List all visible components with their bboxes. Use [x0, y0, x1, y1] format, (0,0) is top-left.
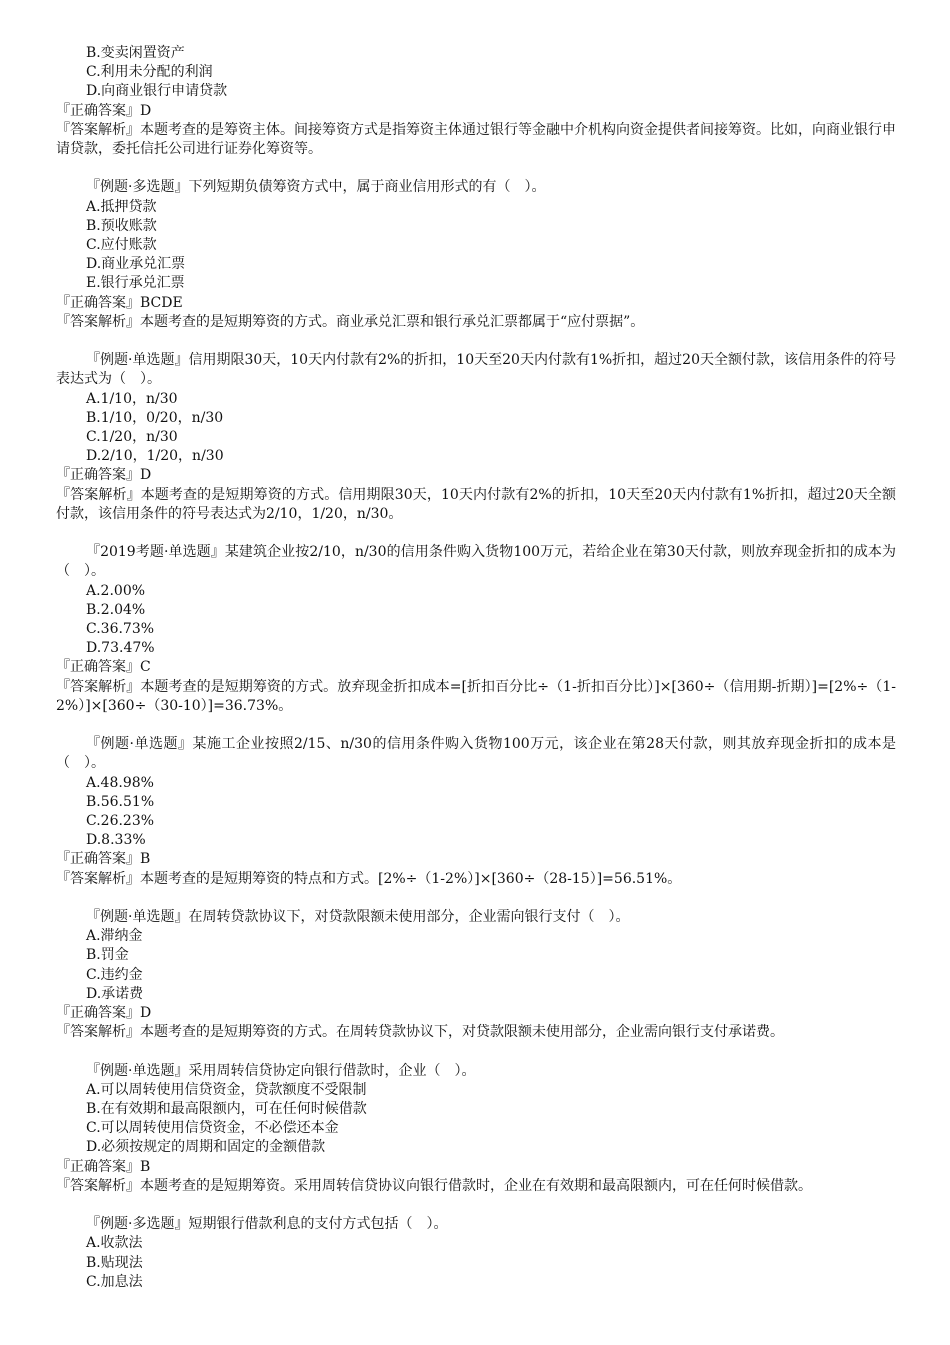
option-a: A.滞纳金	[86, 928, 143, 945]
answer-explanation: 『答案解析』本题考查的是短期筹资。采用周转信贷协议向银行借款时，企业在有效期和最高限额内，可在任何时候借款。	[56, 1177, 812, 1194]
question-stem: 『例题·单选题』在周转贷款协议下，对贷款限额未使用部分，企业需向银行支付（ ）。	[86, 909, 630, 926]
question-block-2	[56, 351, 896, 524]
option-b: B.罚金	[86, 947, 129, 964]
spacer	[56, 889, 896, 908]
question-block-6	[56, 1062, 896, 1196]
spacer	[56, 716, 896, 735]
answer-explanation: 『答案解析』本题考查的是短期筹资的特点和方式。[2%÷（1-2%）]×[360÷（28-15）]=56.51%。	[56, 870, 682, 887]
spacer	[56, 159, 896, 178]
option-a: A.48.98%	[86, 774, 154, 791]
option-b: B.2.04%	[86, 601, 146, 618]
option-c: C.26.23%	[86, 813, 155, 830]
option-c: C.1/20，n/30	[86, 429, 178, 446]
option-d: D.商业承兑汇票	[86, 256, 186, 273]
spacer	[56, 524, 896, 543]
question-block-1	[56, 178, 896, 332]
answer-explanation: 『答案解析』本题考查的是短期筹资的方式。商业承兑汇票和银行承兑汇票都属于“应付票据”。	[56, 313, 645, 330]
question-stem: 『例题·单选题』采用周转信贷协定向银行借款时，企业（ ）。	[86, 1062, 476, 1079]
question-stem: 『例题·多选题』短期银行借款利息的支付方式包括（ ）。	[86, 1216, 448, 1233]
option-d: D.向商业银行申请贷款	[86, 83, 228, 100]
question-stem: 『例题·单选题』信用期限30天，10天内付款有2%的折扣，10天至20天内付款有1%折扣，超过20天全额付款，该信用条件的符号表达式为（ ）。	[56, 352, 896, 388]
option-c: C.违约金	[86, 966, 143, 983]
option-d: D.8.33%	[86, 832, 146, 849]
spacer	[56, 1196, 896, 1215]
answer-explanation: 『答案解析』本题考查的是短期筹资的方式。在周转贷款协议下，对贷款限额未使用部分，企业需向银行支付承诺费。	[56, 1024, 784, 1041]
option-b: B.预收账款	[86, 217, 157, 234]
option-e: E.银行承兑汇票	[86, 275, 185, 292]
correct-answer: 『正确答案』C	[56, 659, 151, 676]
correct-answer: 『正确答案』D	[56, 467, 152, 484]
answer-explanation: 『答案解析』本题考查的是筹资主体。间接筹资方式是指筹资主体通过银行等金融中介机构向资金提供者间接筹资。比如，向商业银行申请贷款，委托信托公司进行证券化筹资等。	[56, 121, 896, 158]
question-stem: 『例题·单选题』某施工企业按照2/15、n/30的信用条件购入货物100万元，该企业在第28天付款，则其放弃现金折扣的成本是（ ）。	[56, 736, 896, 772]
spacer	[56, 1042, 896, 1061]
option-a: A.2.00%	[86, 582, 146, 599]
option-a: A.可以周转使用信贷资金，贷款额度不受限制	[86, 1081, 367, 1098]
option-d: D.承诺费	[86, 985, 144, 1002]
document-page	[56, 44, 896, 1292]
question-block-7	[56, 1215, 896, 1292]
option-d: D.必须按规定的周期和固定的金额借款	[86, 1139, 326, 1156]
option-d: D.73.47%	[86, 640, 155, 657]
option-d: D.2/10，1/20，n/30	[86, 448, 224, 465]
answer-explanation: 『答案解析』本题考查的是短期筹资的方式。信用期限30天，10天内付款有2%的折扣，10天至20天内付款有1%折扣，超过20天全额付款，该信用条件的符号表达式为2/10，1/20，n/30。	[56, 486, 896, 522]
option-a: A.抵押贷款	[86, 198, 157, 215]
question-block-4	[56, 735, 896, 889]
correct-answer: 『正确答案』B	[56, 1158, 151, 1175]
option-c: C.利用未分配的利润	[86, 64, 213, 81]
correct-answer: 『正确答案』D	[56, 102, 152, 119]
option-c: C.应付账款	[86, 237, 157, 254]
option-a: A.1/10，n/30	[86, 390, 178, 407]
leading-block	[56, 44, 896, 159]
question-stem: 『2019考题·单选题』某建筑企业按2/10，n/30的信用条件购入货物100万元，若给企业在第30天付款，则放弃现金折扣的成本为（ ）。	[56, 544, 896, 580]
option-c: C.加息法	[86, 1273, 143, 1290]
correct-answer: 『正确答案』B	[56, 851, 151, 868]
option-c: C.可以周转使用信贷资金，不必偿还本金	[86, 1120, 339, 1137]
question-block-3	[56, 543, 896, 716]
correct-answer: 『正确答案』D	[56, 1005, 152, 1022]
question-stem: 『例题·多选题』下列短期负债筹资方式中，属于商业信用形式的有（ ）。	[86, 179, 546, 196]
question-block-5	[56, 908, 896, 1042]
spacer	[56, 332, 896, 351]
option-b: B.变卖闲置资产	[86, 45, 185, 61]
option-b: B.56.51%	[86, 793, 155, 810]
answer-explanation: 『答案解析』本题考查的是短期筹资的方式。放弃现金折扣成本=[折扣百分比÷（1-折扣百分比）]×[360÷（信用期-折期）]=[2%÷（1-2%）]×[360÷（30-10）]=36.73%。	[56, 678, 896, 714]
option-a: A.收款法	[86, 1235, 143, 1252]
correct-answer: 『正确答案』BCDE	[56, 294, 183, 311]
option-b: B.贴现法	[86, 1254, 143, 1271]
option-b: B.在有效期和最高限额内，可在任何时候借款	[86, 1101, 367, 1118]
option-b: B.1/10，0/20，n/30	[86, 409, 224, 426]
option-c: C.36.73%	[86, 621, 155, 638]
